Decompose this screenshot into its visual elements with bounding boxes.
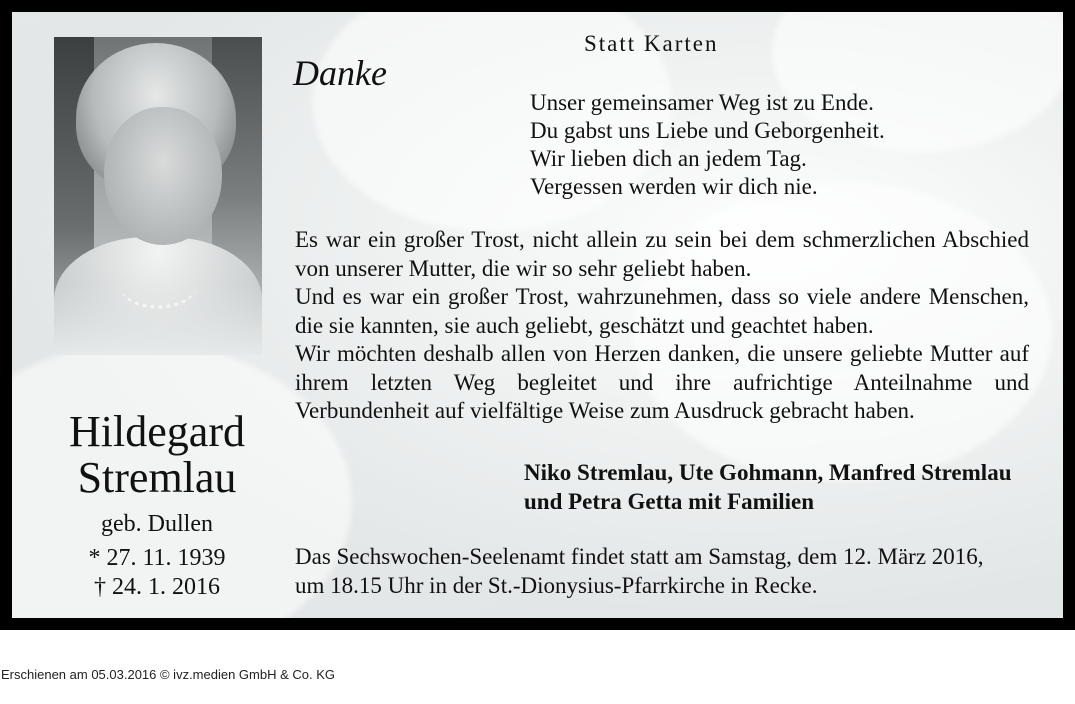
- birth-date: * 27. 11. 1939: [88, 545, 226, 571]
- deceased-first-name: Hildegard: [69, 407, 245, 456]
- poem-line: Vergessen werden wir dich nie.: [530, 174, 818, 199]
- service-announcement: [295, 542, 1029, 600]
- service-line: um 18.15 Uhr in der St.-Dionysius-Pfarrkirche in Recke.: [295, 573, 818, 598]
- notice-header: Statt Karten: [584, 31, 719, 56]
- poem-line: Wir lieben dich an jedem Tag.: [530, 146, 807, 171]
- service-line: Das Sechswochen-Seelenamt findet statt am Samstag, dem 12. März 2016,: [295, 544, 984, 569]
- poem: [530, 89, 885, 201]
- poem-line: Unser gemeinsamer Weg ist zu Ende.: [530, 90, 874, 115]
- birth-name: geb. Dullen: [101, 511, 213, 537]
- death-date: † 24. 1. 2016: [94, 574, 220, 600]
- signers: [524, 458, 1011, 516]
- notice-title: Danke: [293, 53, 387, 93]
- signer-line: Niko Stremlau, Ute Gohmann, Manfred Stremlau: [524, 460, 1012, 485]
- paragraph: Und es war ein großer Trost, wahrzunehmen, dass so viele andere Menschen, die sie kannten, sie auch geliebt, geschätzt und geachtet haben.: [295, 284, 1029, 338]
- obituary-card: [12, 12, 1063, 618]
- photo-fade: [54, 285, 262, 355]
- paragraph: Wir möchten deshalb allen von Herzen danken, die unsere geliebte Mutter auf ihrem letzten Weg begleitet und ihre aufrichtige Anteilnahme und Verbundenheit auf vielfältige Weise zum Ausdruck gebracht haben.: [295, 341, 1029, 423]
- paragraph: Es war ein großer Trost, nicht allein zu sein bei dem schmerzlichen Abschied von unserer Mutter, die wir so sehr geliebt haben.: [295, 227, 1029, 281]
- portrait-photo: [54, 37, 262, 355]
- poem-line: Du gabst uns Liebe und Geborgenheit.: [530, 118, 885, 143]
- signer-line: und Petra Getta mit Familien: [524, 489, 815, 514]
- publication-credit: Erschienen am 05.03.2016 © ivz.medien GmbH & Co. KG: [1, 667, 336, 682]
- portrait-face: [104, 107, 222, 245]
- deceased-last-name: Stremlau: [77, 453, 237, 502]
- thank-you-text: [295, 226, 1029, 426]
